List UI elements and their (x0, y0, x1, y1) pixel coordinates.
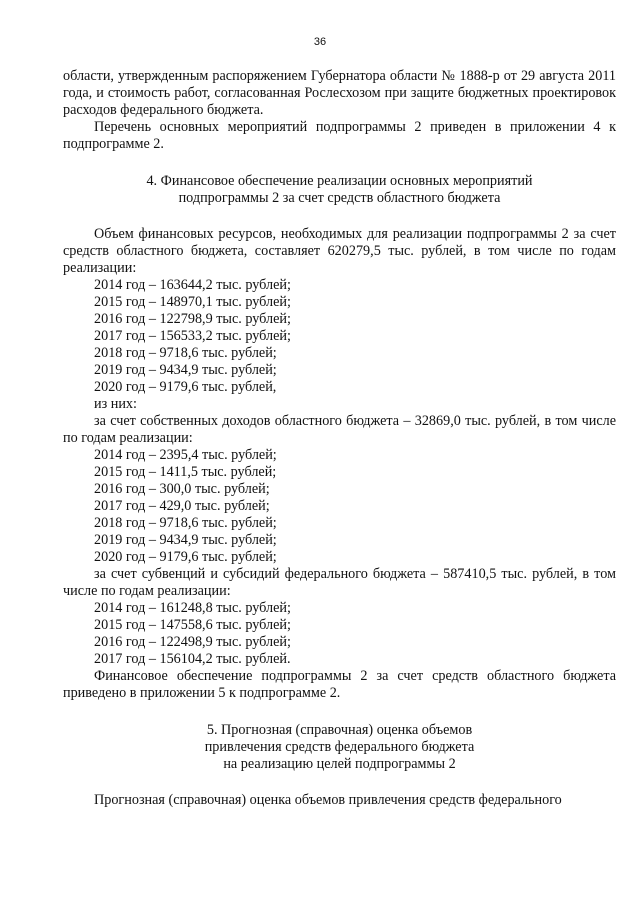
list-item: 2014 год – 161248,8 тыс. рублей; (94, 600, 291, 616)
list-item: 2017 год – 429,0 тыс. рублей; (94, 498, 270, 514)
section-5-paragraph: Прогнозная (справочная) оценка объемов привлечения средств федерального (94, 792, 562, 808)
list-item: 2018 год – 9718,6 тыс. рублей; (94, 515, 277, 531)
list-item: 2015 год – 147558,6 тыс. рублей; (94, 617, 291, 633)
federal-funding-paragraph: за счет субвенций и субсидий федерального бюджета – 587410,5 тыс. рублей, в том числе по годам реализации: (63, 566, 616, 599)
section-4-heading (63, 173, 616, 207)
own-revenue-by-year-list (63, 447, 616, 566)
list-item: 2019 год – 9434,9 тыс. рублей; (94, 532, 277, 548)
spacer (63, 207, 616, 226)
list-item: 2017 год – 156104,2 тыс. рублей. (94, 651, 291, 667)
appendix-reference-paragraph: Финансовое обеспечение подпрограммы 2 за счет средств областного бюджета приведено в приложении 5 к подпрограмме 2. (63, 668, 616, 701)
federal-funding-by-year-list (63, 600, 616, 668)
section-5-heading-line: привлечения средств федерального бюджета (204, 739, 475, 755)
section-4-heading-line: подпрограммы 2 за счет средств областного бюджета (178, 190, 501, 206)
list-item: 2019 год – 9434,9 тыс. рублей; (94, 362, 277, 378)
list-item: 2016 год – 122798,9 тыс. рублей; (94, 311, 291, 327)
page-content (63, 68, 616, 809)
page-number: 36 (313, 36, 327, 48)
section-5-heading (63, 722, 616, 773)
list-item: 2015 год – 1411,5 тыс. рублей; (94, 464, 277, 480)
spacer (63, 153, 616, 173)
spacer (63, 773, 616, 792)
list-item: 2017 год – 156533,2 тыс. рублей; (94, 328, 291, 344)
total-funding-by-year-list (63, 277, 616, 396)
section-4-heading-line: 4. Финансовое обеспечение реализации основных мероприятий (146, 173, 533, 189)
list-item: 2015 год – 148970,1 тыс. рублей; (94, 294, 291, 310)
of-which-label: из них: (94, 396, 137, 412)
list-item: 2018 год – 9718,6 тыс. рублей; (94, 345, 277, 361)
spacer (63, 702, 616, 722)
list-item: 2016 год – 122498,9 тыс. рублей; (94, 634, 291, 650)
list-item: 2020 год – 9179,6 тыс. рублей, (94, 379, 277, 395)
intro-continuation-paragraph: области, утвержденным распоряжением Губернатора области № 1888-р от 29 августа 2011 года, и стоимость работ, согласованная Рослесхозом при защите бюджетных проектировок расходов федерального бюджета. (63, 68, 616, 118)
section-5-heading-line: 5. Прогнозная (справочная) оценка объемов (206, 722, 473, 738)
total-funding-paragraph: Объем финансовых ресурсов, необходимых для реализации подпрограммы 2 за счет средств областного бюджета, составляет 620279,5 тыс. рублей, в том числе по годам реализации: (63, 226, 616, 276)
section-5-heading-line: на реализацию целей подпрограммы 2 (223, 756, 456, 772)
list-item: 2014 год – 2395,4 тыс. рублей; (94, 447, 277, 463)
own-revenue-paragraph: за счет собственных доходов областного бюджета – 32869,0 тыс. рублей, в том числе по годам реализации: (63, 413, 616, 446)
list-item: 2016 год – 300,0 тыс. рублей; (94, 481, 270, 497)
list-item: 2014 год – 163644,2 тыс. рублей; (94, 277, 291, 293)
intro-list-reference-paragraph: Перечень основных мероприятий подпрограммы 2 приведен в приложении 4 к подпрограмме 2. (63, 119, 616, 152)
list-item: 2020 год – 9179,6 тыс. рублей; (94, 549, 277, 565)
